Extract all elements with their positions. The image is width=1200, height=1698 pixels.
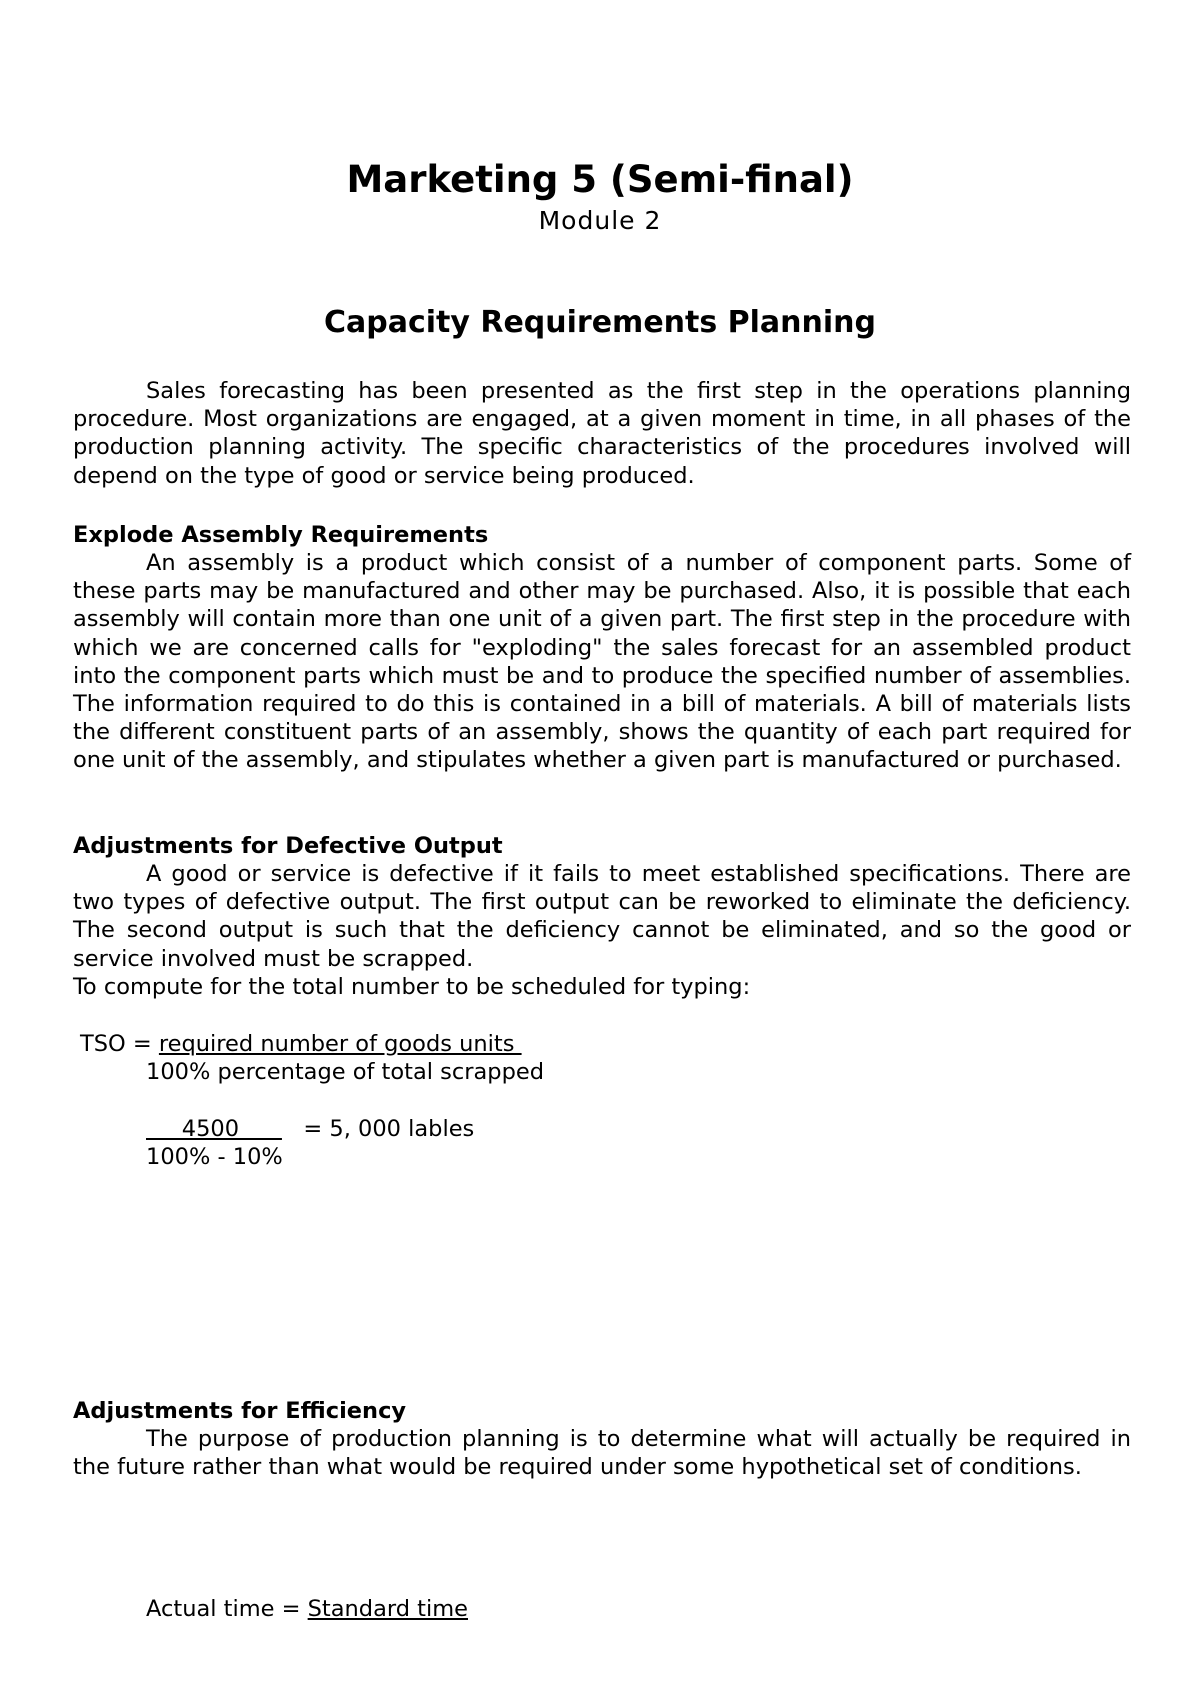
- tso-denominator: 100% percentage of total scrapped: [146, 1059, 544, 1085]
- defective-heading: Adjustments for Defective Output: [73, 833, 503, 859]
- efficiency-heading: Adjustments for Efficiency: [73, 1398, 407, 1424]
- document-title: Marketing 5 (Semi-final): [346, 158, 854, 201]
- example-numerator: 4500: [146, 1116, 282, 1142]
- tso-label: TSO =: [80, 1031, 159, 1057]
- example-numerator-line: [146, 1115, 474, 1143]
- intro-paragraph: Sales forecasting has been presented as the first step in the operations planning procedure. Most organizations are engaged, at a given moment in time, in all phases of the production planning activity. The specific characteristics of the procedures involved will depend on the type of good or service being produced.: [73, 378, 1131, 489]
- efficiency-paragraph: The purpose of production planning is to determine what will actually be required in the future rather than what would be required under some hypothetical set of conditions.: [73, 1426, 1131, 1481]
- example-result: = 5, 000 lables: [303, 1116, 475, 1142]
- compute-line: To compute for the total number to be scheduled for typing:: [73, 974, 751, 1000]
- defective-paragraph: A good or service is defective if it fails to meet established specifications. There are two types of defective output. The first output can be reworked to eliminate the deficiency. The second output is such that the deficiency cannot be eliminated, and so the good or service involved must be scrapped.: [73, 861, 1131, 972]
- standard-time-numerator: Standard time: [307, 1596, 468, 1622]
- tso-formula-numerator-line: [80, 1030, 522, 1058]
- explode-paragraph: An assembly is a product which consist of a number of component parts. Some of these parts may be manufactured and other may be purchased. Also, it is possible that each assembly will contain more than one unit of a given part. The first step in the procedure with which we are concerned calls for "exploding" the sales forecast for an assembled product into the component parts which must be and to produce the specified number of assemblies. The information required to do this is contained in a bill of materials. A bill of materials lists the different constituent parts of an assembly, shows the quantity of each part required for one unit of the assembly, and stipulates whether a given part is manufactured or purchased.: [73, 550, 1131, 774]
- actual-time-formula: [146, 1595, 468, 1623]
- tso-numerator: required number of goods units: [158, 1031, 522, 1057]
- explode-heading: Explode Assembly Requirements: [73, 522, 489, 548]
- actual-time-label: Actual time =: [146, 1596, 308, 1622]
- example-denominator: 100% - 10%: [146, 1144, 283, 1170]
- document-subtitle: Module 2: [538, 206, 662, 235]
- section-title: Capacity Requirements Planning: [323, 305, 877, 340]
